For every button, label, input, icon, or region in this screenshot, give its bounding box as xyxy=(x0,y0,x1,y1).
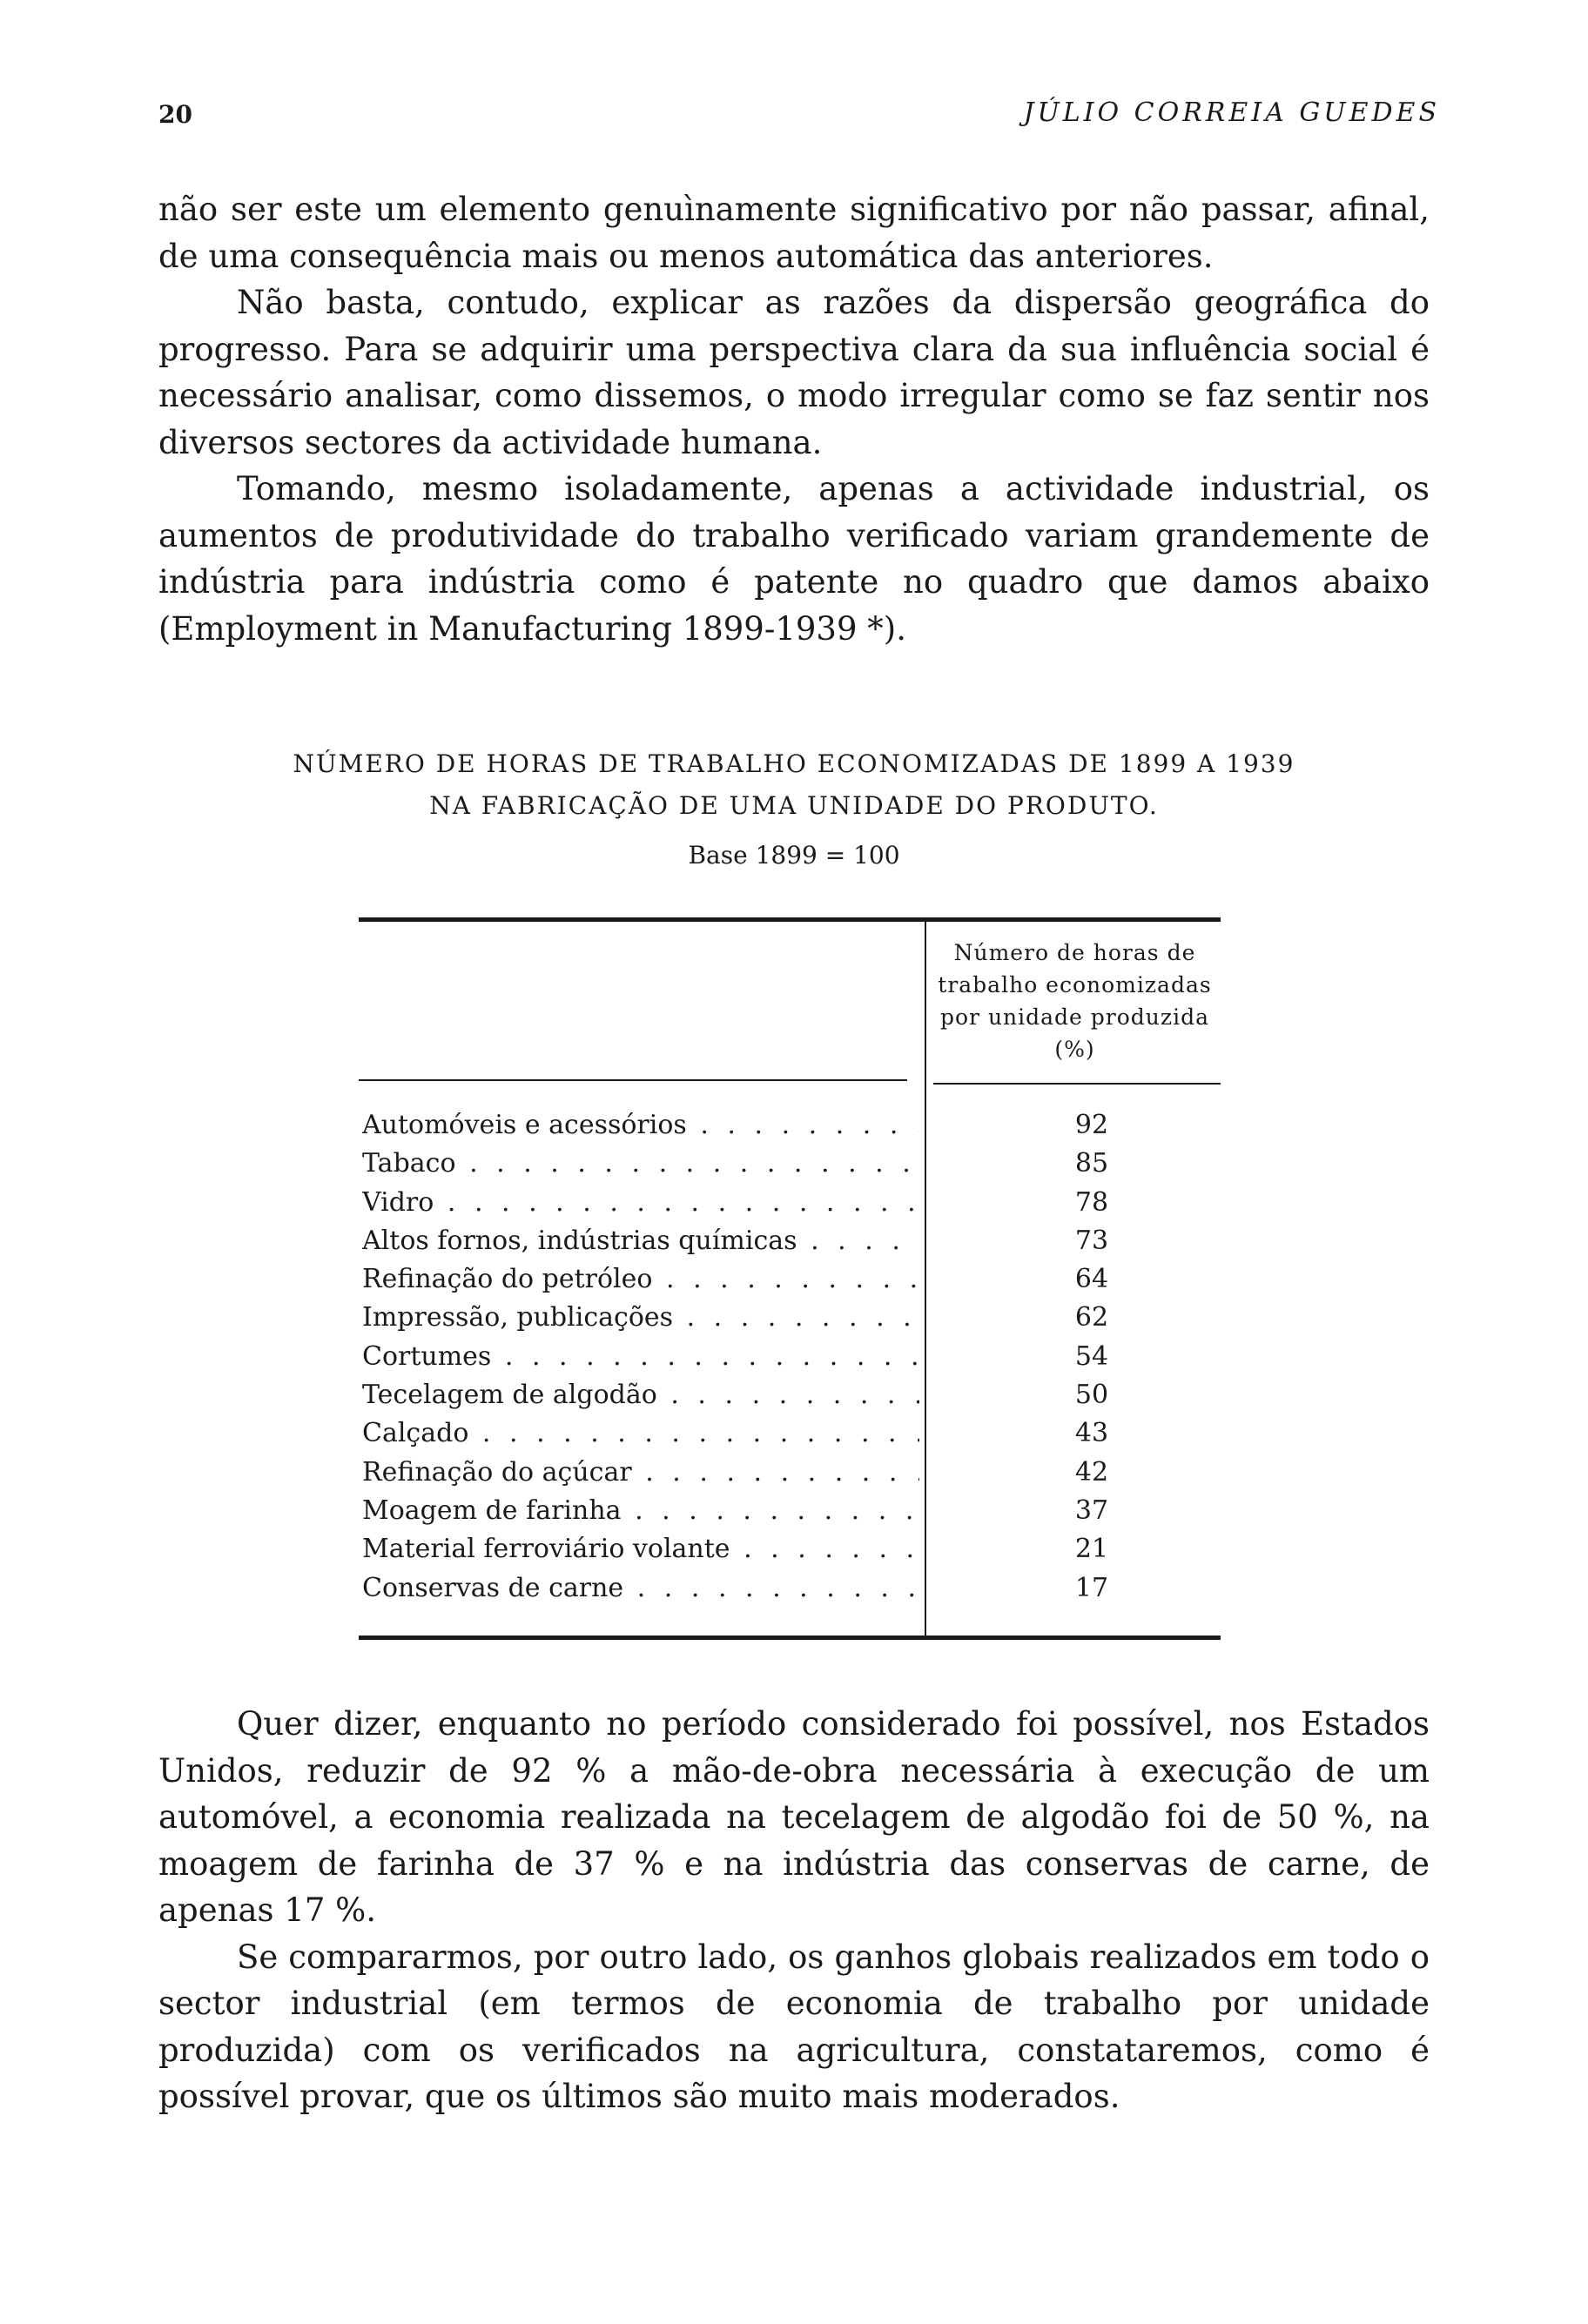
table-bottom-rule xyxy=(359,1636,1221,1640)
table-top-rule xyxy=(359,917,1221,922)
row-label: Tabaco . . . xyxy=(362,1145,919,1183)
row-value: 42 xyxy=(1074,1456,1109,1488)
header-rule-right xyxy=(933,1083,1221,1085)
row-label: Refinação do açúcar . . . xyxy=(362,1454,919,1492)
row-label: Refinação do petróleo . . . xyxy=(362,1260,919,1299)
row-value: 85 xyxy=(1074,1148,1109,1179)
row-value: 21 xyxy=(1074,1534,1109,1565)
body-text-top xyxy=(158,186,1430,652)
paragraph: Se compararmos, por outro lado, os ganhos globais realizados em todo o sector industrial (em termos de economia de trabalho por unidade produzida) com os verificados na agricultura, constataremos, como é possível provar, que os últimos são muito mais moderados. xyxy=(158,1938,1430,2115)
table-row xyxy=(359,1145,1221,1183)
running-head: JÚLIO CORREIA GUEDES xyxy=(1023,97,1440,128)
table-title xyxy=(158,743,1430,827)
row-value: 92 xyxy=(1074,1110,1109,1140)
table-title-line: NA FABRICAÇÃO DE UMA UNIDADE DO PRODUTO. xyxy=(429,791,1159,820)
row-value: 43 xyxy=(1074,1418,1109,1449)
table-row xyxy=(359,1260,1221,1299)
page-number: 20 xyxy=(158,100,192,129)
row-label: Calçado . . . xyxy=(362,1414,919,1453)
table-row xyxy=(359,1184,1221,1222)
row-label: Material ferroviário volante . . . xyxy=(362,1530,919,1568)
column-header: Número de horas de trabalho economizadas por unidade produzida (%) xyxy=(938,940,1212,1062)
table-subtitle: Base 1899 = 100 xyxy=(688,841,900,870)
row-label: Conservas de carne . . . xyxy=(362,1569,919,1608)
row-value: 17 xyxy=(1074,1572,1109,1603)
row-value: 62 xyxy=(1074,1302,1109,1333)
row-value: 73 xyxy=(1074,1225,1109,1256)
table-row xyxy=(359,1530,1221,1568)
table-row xyxy=(359,1299,1221,1337)
row-label: Automóveis e acessórios . . . xyxy=(362,1106,919,1145)
table-row xyxy=(359,1338,1221,1376)
row-label: Cortumes . . . xyxy=(362,1338,919,1376)
table-row xyxy=(359,1569,1221,1608)
row-value: 54 xyxy=(1074,1340,1109,1372)
paragraph: Quer dizer, enquanto no período considerado foi possível, nos Estados Unidos, reduzir de 92 % a mão-de-obra necessária à execução de um automóvel, a economia realizada na tecelagem de algodão foi de 50 %, na moagem de farinha de 37 % e na indústria das conservas de carne, de apenas 17 %. xyxy=(158,1705,1430,1929)
row-value: 64 xyxy=(1074,1264,1109,1295)
row-value: 50 xyxy=(1074,1380,1109,1411)
table-row xyxy=(359,1222,1221,1260)
body-text-bottom xyxy=(158,1701,1430,2120)
row-label: Tecelagem de algodão . . . xyxy=(362,1376,919,1414)
table-title-line: NÚMERO DE HORAS DE TRABALHO ECONOMIZADAS DE 1899 A 1939 xyxy=(293,749,1295,778)
row-value: 78 xyxy=(1074,1186,1109,1218)
table-body xyxy=(359,1106,1221,1608)
table-row xyxy=(359,1376,1221,1414)
row-label: Moagem de farinha . . . xyxy=(362,1492,919,1530)
header-rule-left xyxy=(359,1079,907,1081)
table-row xyxy=(359,1492,1221,1530)
paragraph: Tomando, mesmo isoladamente, apenas a actividade industrial, os aumentos de produtividade do trabalho verificado variam grandemente de indústria para indústria como é patente no quadro que damos abaixo (Employment in Manufacturing 1899-1939 *). xyxy=(158,470,1430,648)
table-row xyxy=(359,1106,1221,1145)
row-label: Vidro . . . xyxy=(362,1184,919,1222)
table-row xyxy=(359,1414,1221,1453)
row-label: Impressão, publicações . . . xyxy=(362,1299,919,1337)
paragraph: não ser este um elemento genuìnamente significativo por não passar, afinal, de uma consequência mais ou menos automática das anteriores. xyxy=(158,191,1430,275)
row-value: 37 xyxy=(1074,1494,1109,1526)
row-label: Altos fornos, indústrias químicas . . . xyxy=(362,1222,919,1260)
table-row xyxy=(359,1454,1221,1492)
data-table xyxy=(359,917,1221,1640)
paragraph: Não basta, contudo, explicar as razões da dispersão geográfica do progresso. Para se adquirir uma perspectiva clara da sua influência social é necessário analisar, como dissemos, o modo irregular como se faz sentir nos diversos sectores da actividade humana. xyxy=(158,284,1430,461)
